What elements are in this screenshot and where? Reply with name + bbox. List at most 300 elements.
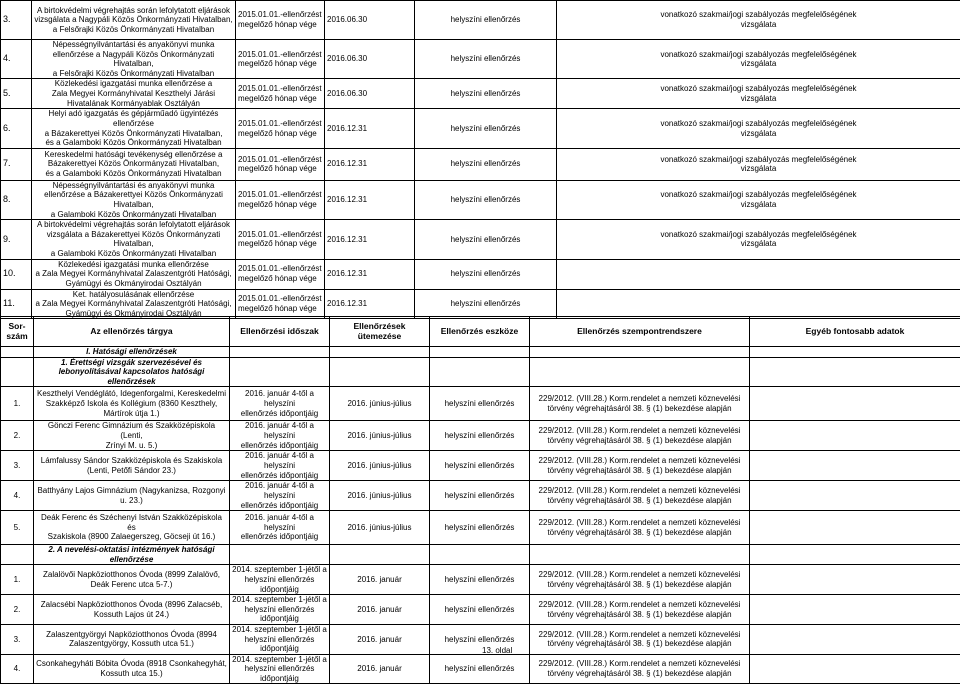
row-focus-line: 229/2012. (VIII.28.) Korm.rendelet a nemzeti köznevelési [539,456,741,465]
plan-row [1,79,960,109]
inspection-plan-table [0,316,960,684]
row-subject-line: Helyi adó igazgatás és gépjárműadó ügyintézés [49,109,219,118]
row-other [750,387,960,421]
row-tool: helyszíni ellenőrzés [430,565,530,595]
top-plan-table [0,0,960,319]
header-schedule-line: Ellenőrzések [354,321,406,331]
row-subject-line: Népességnyilvántartási és anyakönyvi munka [53,181,215,190]
row-number: 1. [1,387,34,421]
row-focus-line: vizsgálata [741,20,777,29]
row-period-line: megelőző hónap vége [238,239,317,248]
row-focus-line: 229/2012. (VIII.28.) Korm.rendelet a nemzeti köznevelési [539,518,741,527]
row-focus-line: törvény végrehajtásáról 38. § (1) bekezdése alapján [547,436,731,445]
row-subject [32,109,236,148]
row-period-line: időpontjáig [260,614,299,623]
row-focus-line: 229/2012. (VIII.28.) Korm.rendelet a nemzeti köznevelési [539,486,741,495]
row-period-line: 2015.01.01.-ellenőrzést [238,119,322,128]
row-focus-line: törvény végrehajtásáról 38. § (1) bekezdése alapján [547,466,731,475]
row-focus-line: vonatkozó szakmai/jogi szabályozás megfelelőségének [660,50,856,59]
row-period [236,109,325,148]
section2-row [1,545,960,565]
header-subject: Az ellenőrzés tárgya [34,317,230,347]
row-date: 2016.12.31 [325,109,415,148]
row-period-line: megelőző hónap vége [238,129,317,138]
empty-cell [530,357,750,387]
header-num-line: Sor- [9,321,26,331]
row-tool: helyszíni ellenőrzés [430,451,530,481]
row-focus-line: törvény végrehajtásáról 38. § (1) bekezdése alapján [547,528,731,537]
row-schedule: 2016. június-július [330,511,430,545]
row-subject [34,624,230,654]
row-focus-line: vonatkozó szakmai/jogi szabályozás megfelelőségének [660,84,856,93]
row-focus-line: 229/2012. (VIII.28.) Korm.rendelet a nemzeti köznevelési [539,659,741,668]
inspection-row [1,511,960,545]
section1-row-title-line: lebonyolításával kapcsolatos hatósági [59,367,205,376]
row-date: 2016.12.31 [325,259,415,289]
row-period [236,259,325,289]
row-focus [557,220,960,259]
row-subject-line: Gönczi Ferenc Gimnázium és Szakközépiskola (Lenti, [48,421,215,440]
row-subject-line: Zalacsébi Napköziotthonos Óvoda (8996 Zalacséb, [41,600,222,609]
empty-cell [750,545,960,565]
header-num [1,317,34,347]
row-other [750,451,960,481]
row-subject-line: ellenőrzése a Bázakerettyei Közös Önkormányzati [44,190,223,199]
row-focus [557,40,960,79]
row-focus [530,595,750,625]
row-tool: helyszíni ellenőrzés [430,421,530,451]
row-subject [34,654,230,684]
row-focus [557,289,960,319]
row-period-line: 2014. szeptember 1-jétől a [232,625,327,634]
plan-row [1,148,960,180]
row-number: 2. [1,421,34,451]
row-number: 2. [1,595,34,625]
header-focus: Ellenőrzés szempontrendszere [530,317,750,347]
row-subject-line: és a Galamboki Közös Önkormányzati Hivatalban [45,138,221,147]
row-period-line: 2016. január 4-től a helyszíni [245,421,314,440]
inspection-row [1,654,960,684]
row-type: helyszíni ellenőrzés [415,109,557,148]
row-schedule: 2016. január [330,624,430,654]
row-focus [557,79,960,109]
row-period-line: megelőző hónap vége [238,164,317,173]
row-period-line: 2015.01.01.-ellenőrzést [238,50,322,59]
row-period-line: helyszíni ellenőrzés [245,575,315,584]
row-subject-line: Batthyány Lajos Gimnázium (Nagykanizsa, Rozgonyi u. 23.) [37,486,225,505]
row-period [230,565,330,595]
plan-row [1,40,960,79]
row-focus-line: vonatkozó szakmai/jogi szabályozás megfelelőségének [660,155,856,164]
row-type: helyszíni ellenőrzés [415,148,557,180]
row-focus [557,180,960,219]
row-other [750,421,960,451]
row-number: 9. [1,220,32,259]
empty-cell [750,347,960,358]
row-subject-line: Hivatalának Kormányablak Osztályán [67,99,200,108]
empty-cell [230,545,330,565]
row-period [236,79,325,109]
row-subject [34,481,230,511]
row-other [750,624,960,654]
row-period-line: ellenőrzés időpontjáig [241,532,318,541]
row-focus [557,1,960,40]
row-period-line: megelőző hónap vége [238,200,317,209]
row-period-line: 2015.01.01.-ellenőrzést [238,84,322,93]
inspection-row [1,624,960,654]
row-period-line: 2015.01.01.-ellenőrzést [238,230,322,239]
row-focus [530,654,750,684]
row-focus [530,565,750,595]
row-subject-line: Zalalövői Napköziotthonos Óvoda (8999 Zalalövő, [43,570,220,579]
row-subject-line: Csonkahegyháti Bóbita Óvoda (8918 Csonkahegyhát, [36,659,227,668]
row-subject [32,148,236,180]
header-row [1,317,960,347]
row-focus [530,511,750,545]
row-subject-line: ellenőrzése a Nagypáli Közös Önkormányzati [53,50,214,59]
row-subject-line: Gyámügyi és Okmányirodai Osztályán [65,309,201,318]
row-focus-line: törvény végrehajtásáról 38. § (1) bekezdése alapján [547,610,731,619]
row-tool: helyszíni ellenőrzés [430,595,530,625]
row-period [230,451,330,481]
row-focus-line: vizsgálata [741,59,777,68]
row-subject [32,259,236,289]
row-focus-line: 229/2012. (VIII.28.) Korm.rendelet a nemzeti köznevelési [539,600,741,609]
row-number: 5. [1,511,34,545]
row-focus [530,624,750,654]
row-subject [32,289,236,319]
row-period-line: 2015.01.01.-ellenőrzést [238,10,322,19]
row-subject-line: Szakiskola (8900 Zalaegerszeg, Göcseji út 16.) [48,532,216,541]
row-subject-line: Hivatalban, [113,239,153,248]
row-type: helyszíni ellenőrzés [415,180,557,219]
row-number: 1. [1,565,34,595]
section1-row-title-line: 1. Érettségi vizsgák szervezésével és [61,358,202,367]
row-subject-line: a Galamboki Közös Önkormányzati Hivatalban [51,249,216,258]
row-period-line: 2016. január 4-től a helyszíni [245,389,314,408]
row-subject-line: a Felsőrajki Közös Önkormányzati Hivatalban [53,25,214,34]
inspection-row [1,421,960,451]
row-period-line: 2015.01.01.-ellenőrzést [238,190,322,199]
section1-row [1,357,960,387]
row-schedule: 2016. június-július [330,451,430,481]
row-period-line: 2015.01.01.-ellenőrzést [238,294,322,303]
empty-cell [330,545,430,565]
row-schedule: 2016. január [330,654,430,684]
row-focus-line: 229/2012. (VIII.28.) Korm.rendelet a nemzeti köznevelési [539,570,741,579]
row-date: 2016.06.30 [325,1,415,40]
row-subject-line: a Bázakerettyei Közös Önkormányzati Hivatalban, [45,129,223,138]
row-period-line: 2016. január 4-től a helyszíni [245,451,314,470]
row-focus-line: törvény végrehajtásáról 38. § (1) bekezdése alapján [547,639,731,648]
row-type: helyszíni ellenőrzés [415,259,557,289]
row-type: helyszíni ellenőrzés [415,220,557,259]
row-subject-line: Zrínyi M. u. 5.) [106,441,158,450]
row-tool: helyszíni ellenőrzés [430,654,530,684]
header-schedule-line: ütemezése [358,331,401,341]
row-subject-line: Hivatalban, [113,59,153,68]
plan-row [1,109,960,148]
row-number: 3. [1,1,32,40]
row-tool: helyszíni ellenőrzés [430,387,530,421]
row-period-line: ellenőrzés időpontjáig [241,409,318,418]
row-type: helyszíni ellenőrzés [415,79,557,109]
section1-row-title-line: ellenőrzések [107,377,155,386]
row-period-line: 2016. január 4-től a helyszíni [245,513,314,532]
section2-row-title: 2. A nevelési-oktatási intézmények hatósági ellenőrzése [34,545,230,565]
row-period [230,654,330,684]
row-date: 2016.06.30 [325,40,415,79]
row-number: 11. [1,289,32,319]
row-subject-line: a Zala Megyei Kormányhivatal Zalaszentgróti Hatósági, [35,269,231,278]
row-subject-line: Hivatalban, [113,200,153,209]
row-subject-line: Mártírok útja 1.) [103,409,159,418]
row-focus-line: vizsgálata [741,94,777,103]
row-date: 2016.12.31 [325,180,415,219]
row-subject [34,451,230,481]
row-period [236,220,325,259]
row-subject-line: a Zala Megyei Kormányhivatal Zalaszentgróti Hatósági, [35,299,231,308]
row-schedule: 2016. január [330,565,430,595]
row-period-line: időpontjáig [260,585,299,594]
section-main-title: I. Hatósági ellenőrzések [34,347,230,358]
row-subject-line: Gyámügyi és Okmányirodai Osztályán [65,279,201,288]
row-subject-line: Keszthelyi Vendéglátó, Idegenforgalmi, Kereskedelmi [37,389,226,398]
inspection-row [1,387,960,421]
page-number: 13. oldal [482,646,512,655]
row-other [750,481,960,511]
row-period-line: helyszíni ellenőrzés [245,605,315,614]
row-number: 4. [1,481,34,511]
row-period-line: 2015.01.01.-ellenőrzést [238,264,322,273]
row-subject [34,565,230,595]
empty-cell [330,357,430,387]
row-subject-line: (Lenti, Petőfi Sándor 23.) [87,466,176,475]
bottom-table-body [1,347,960,684]
row-period [230,387,330,421]
row-focus-line: 229/2012. (VIII.28.) Korm.rendelet a nemzeti köznevelési [539,426,741,435]
row-period [236,180,325,219]
row-subject [32,79,236,109]
row-focus-line: vizsgálata [741,200,777,209]
row-focus-line: 229/2012. (VIII.28.) Korm.rendelet a nemzeti köznevelési [539,394,741,403]
row-date: 2016.12.31 [325,220,415,259]
row-period [230,481,330,511]
row-number: 5. [1,79,32,109]
plan-row [1,1,960,40]
row-subject-line: ellenőrzése [113,119,154,128]
row-focus-line: vizsgálata [741,239,777,248]
row-subject-line: A birtokvédelmi végrehajtás során lefolytatott eljárások [37,6,230,15]
empty-cell [430,545,530,565]
row-period-line: időpontjáig [260,674,299,683]
empty-cell [230,357,330,387]
row-subject-line: Bázakerettyei Közös Önkormányzati Hivatalban, [48,159,219,168]
row-subject-line: Szakképző Iskola és Kollégium (8360 Keszthely, [46,399,218,408]
row-period-line: megelőző hónap vége [238,59,317,68]
inspection-row [1,481,960,511]
row-period-line: megelőző hónap vége [238,304,317,313]
row-period-line: 2014. szeptember 1-jétől a [232,655,327,664]
empty-cell [530,347,750,358]
inspection-row [1,595,960,625]
row-tool: helyszíni ellenőrzés [430,511,530,545]
row-number: 10. [1,259,32,289]
row-period-line: 2016. január 4-től a helyszíni [245,481,314,500]
row-period-line: 2015.01.01.-ellenőrzést [238,155,322,164]
row-focus-line: vonatkozó szakmai/jogi szabályozás megfelelőségének [660,230,856,239]
plan-row [1,220,960,259]
row-subject-line: Közlekedési igazgatási munka ellenőrzése a [55,79,212,88]
row-subject-line: a Galamboki Közös Önkormányzati Hivatalban [51,210,216,219]
row-number: 3. [1,451,34,481]
row-focus-line: törvény végrehajtásáról 38. § (1) bekezdése alapján [547,404,731,413]
row-subject [34,511,230,545]
plan-row [1,289,960,319]
row-schedule: 2016. június-július [330,481,430,511]
row-type: helyszíni ellenőrzés [415,1,557,40]
row-subject-line: Zala Megyei Kormányhivatal Keszthelyi Járási [52,89,215,98]
row-other [750,595,960,625]
row-subject-line: Deák Ferenc és Széchenyi István Szakközépiskola és [41,513,222,532]
row-subject-line: Zalaszentgyörgy, Kossuth utca 51.) [69,639,194,648]
row-period-line: helyszíni ellenőrzés [245,664,315,673]
row-focus [530,481,750,511]
row-subject [34,421,230,451]
row-focus [557,148,960,180]
row-focus [530,421,750,451]
row-subject-line: a Felsőrajki Közös Önkormányzati Hivatalban [53,69,214,78]
row-period [236,1,325,40]
row-schedule: 2016. június-július [330,387,430,421]
row-focus-line: vonatkozó szakmai/jogi szabályozás megfelelőségének [660,10,856,19]
row-period-line: megelőző hónap vége [238,94,317,103]
row-subject-line: Kereskedelmi hatósági tevékenység ellenőrzése a [45,150,223,159]
header-tools: Ellenőrzés eszköze [430,317,530,347]
row-focus [557,259,960,289]
row-tool: helyszíni ellenőrzés [430,624,530,654]
header-num-line: szám [6,331,27,341]
inspection-row [1,451,960,481]
row-subject-line: vizsgálata a Nagypáli Közös Önkormányzati Hivatalban, [34,15,232,24]
row-subject [32,40,236,79]
row-focus-line: törvény végrehajtásáról 38. § (1) bekezdése alapján [547,496,731,505]
row-period [230,595,330,625]
row-tool: helyszíni ellenőrzés [430,481,530,511]
row-period [230,421,330,451]
row-period [236,289,325,319]
section1-row-title [34,357,230,387]
row-subject [32,180,236,219]
header-schedule [330,317,430,347]
row-subject-line: és a Galamboki Közös Önkormányzati Hivatalban [45,169,221,178]
row-focus-line: törvény végrehajtásáról 38. § (1) bekezdése alapján [547,580,731,589]
row-type: helyszíni ellenőrzés [415,289,557,319]
row-period-line: 2014. szeptember 1-jétől a [232,565,327,574]
row-subject-line: A birtokvédelmi végrehajtás során lefolytatott eljárások [37,220,230,229]
row-subject [32,220,236,259]
header-other: Egyéb fontosabb adatok [750,317,960,347]
empty-cell [1,347,34,358]
row-period [236,148,325,180]
row-period [230,624,330,654]
row-focus-line: vizsgálata [741,129,777,138]
row-focus-line: vonatkozó szakmai/jogi szabályozás megfelelőségének [660,190,856,199]
plan-row [1,259,960,289]
row-other [750,511,960,545]
row-period-line: időpontjáig [260,644,299,653]
row-period-line: megelőző hónap vége [238,20,317,29]
empty-cell [430,347,530,358]
row-number: 8. [1,180,32,219]
row-number: 4. [1,40,32,79]
row-other [750,565,960,595]
plan-row [1,180,960,219]
row-schedule: 2016. június-július [330,421,430,451]
empty-cell [430,357,530,387]
row-date: 2016.06.30 [325,79,415,109]
row-number: 3. [1,624,34,654]
row-period-line: megelőző hónap vége [238,274,317,283]
row-other [750,654,960,684]
row-subject-line: vizsgálata a Bázakerettyei Közös Önkormányzati [47,230,220,239]
row-subject-line: Népességnyilvántartási és anyakönyvi munka [53,40,215,49]
row-date: 2016.12.31 [325,289,415,319]
row-subject-line: Ket. hatályosulásának ellenőrzése [73,290,194,299]
row-subject [32,1,236,40]
row-focus-line: vizsgálata [741,164,777,173]
row-subject [34,595,230,625]
row-subject-line: Deák Ferenc utca 5-7.) [91,580,173,589]
row-schedule: 2016. január [330,595,430,625]
inspection-row [1,565,960,595]
row-subject-line: Kossuth Lajos út 24.) [94,610,169,619]
row-period [236,40,325,79]
row-subject-line: Lámfalussy Sándor Szakközépiskola és Szakiskola [41,456,222,465]
header-period: Ellenőrzési időszak [230,317,330,347]
row-focus [530,387,750,421]
row-period-line: ellenőrzés időpontjáig [241,471,318,480]
empty-cell [530,545,750,565]
row-number: 4. [1,654,34,684]
empty-cell [1,357,34,387]
row-period [230,511,330,545]
row-period-line: helyszíni ellenőrzés [245,635,315,644]
row-type: helyszíni ellenőrzés [415,40,557,79]
row-subject [34,387,230,421]
row-focus-line: 229/2012. (VIII.28.) Korm.rendelet a nemzeti köznevelési [539,630,741,639]
empty-cell [1,545,34,565]
empty-cell [330,347,430,358]
row-period-line: ellenőrzés időpontjáig [241,441,318,450]
row-period-line: 2014. szeptember 1-jétől a [232,595,327,604]
row-subject-line: Kossuth utca 15.) [100,669,162,678]
row-subject-line: Közlekedési igazgatási munka ellenőrzése [58,260,209,269]
empty-cell [750,357,960,387]
row-focus-line: törvény végrehajtásáról 38. § (1) bekezdése alapján [547,669,731,678]
empty-cell [230,347,330,358]
row-focus [557,109,960,148]
row-number: 6. [1,109,32,148]
row-focus [530,451,750,481]
section-main-row [1,347,960,358]
row-focus-line: vonatkozó szakmai/jogi szabályozás megfelelőségének [660,119,856,128]
top-table-body [1,1,960,319]
row-subject-line: Zalaszentgyörgyi Napköziotthonos Óvoda (8994 [46,630,217,639]
row-number: 7. [1,148,32,180]
row-period-line: ellenőrzés időpontjáig [241,501,318,510]
row-date: 2016.12.31 [325,148,415,180]
